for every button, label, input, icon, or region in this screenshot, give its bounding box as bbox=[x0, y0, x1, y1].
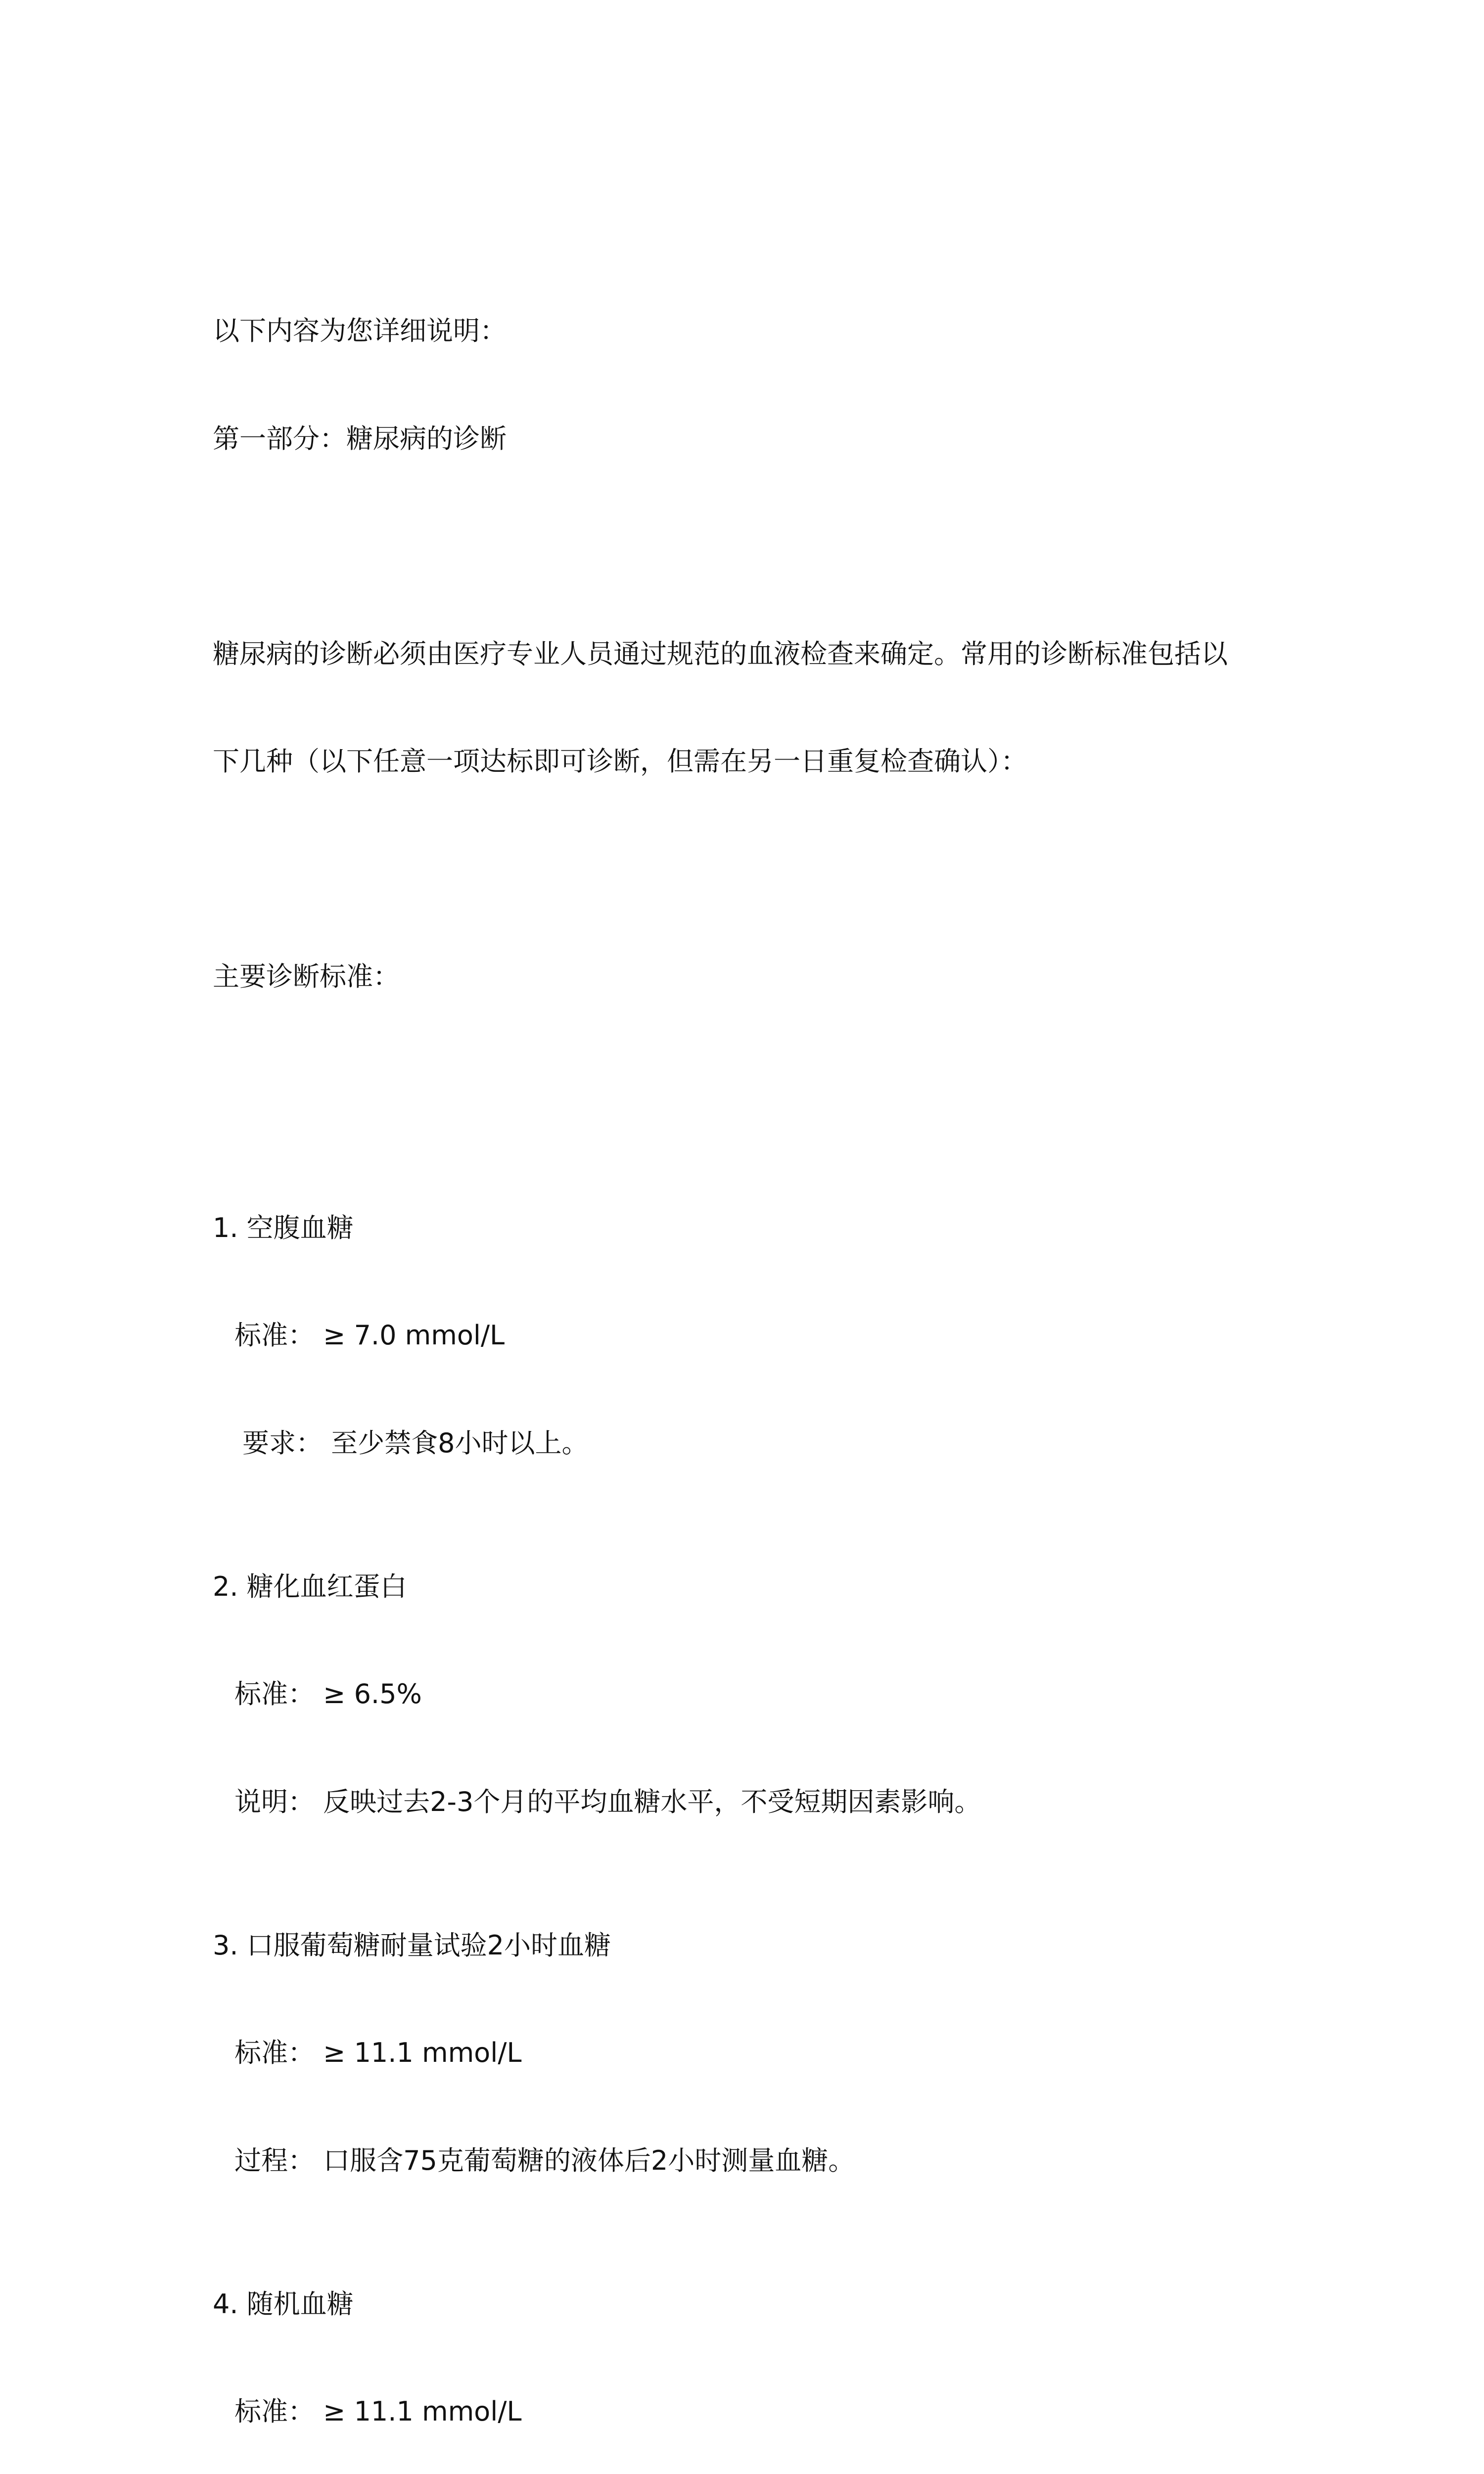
criterion-title: 4. 随机血糖 bbox=[213, 2288, 354, 2320]
criterion-note: 说明： 反映过去2-3个月的平均血糖水平，不受短期因素影响。 bbox=[234, 1786, 981, 1817]
part1-desc-line2: 下几种（以下任意一项达标即可诊断，但需在另一日重复检查确认）： bbox=[213, 746, 1027, 777]
document-body bbox=[213, 241, 1271, 2474]
criterion-title: 1. 空腹血糖 bbox=[213, 1212, 354, 1243]
criterion-note: 过程： 口服含75克葡萄糖的液体后2小时测量血糖。 bbox=[234, 2144, 855, 2176]
criterion-title: 3. 口服葡萄糖耐量试验2小时血糖 bbox=[213, 1929, 611, 1961]
blank-line bbox=[213, 528, 1271, 565]
criterion-standard: 标准： ≥ 7.0 mmol/L bbox=[234, 1320, 505, 1351]
blank-line bbox=[213, 1067, 1271, 1103]
part1-title: 第一部分：糖尿病的诊断 bbox=[213, 423, 507, 454]
criterion-standard: 标准： ≥ 6.5% bbox=[234, 1678, 422, 1710]
criterion-standard: 标准： ≥ 11.1 mmol/L bbox=[234, 2037, 522, 2068]
criterion-note: 要求： 至少禁食8小时以上。 bbox=[242, 1427, 589, 1459]
criterion-standard: 标准： ≥ 11.1 mmol/L bbox=[234, 2396, 522, 2427]
part1-desc-line1: 糖尿病的诊断必须由医疗专业人员通过规范的血液检查来确定。常用的诊断标准包括以 bbox=[213, 638, 1228, 669]
intro-text: 以下内容为您详细说明： bbox=[213, 315, 507, 346]
criterion-title: 2. 糖化血红蛋白 bbox=[213, 1570, 407, 1602]
blank-line bbox=[213, 852, 1271, 888]
criteria-heading: 主要诊断标准： bbox=[213, 961, 400, 992]
